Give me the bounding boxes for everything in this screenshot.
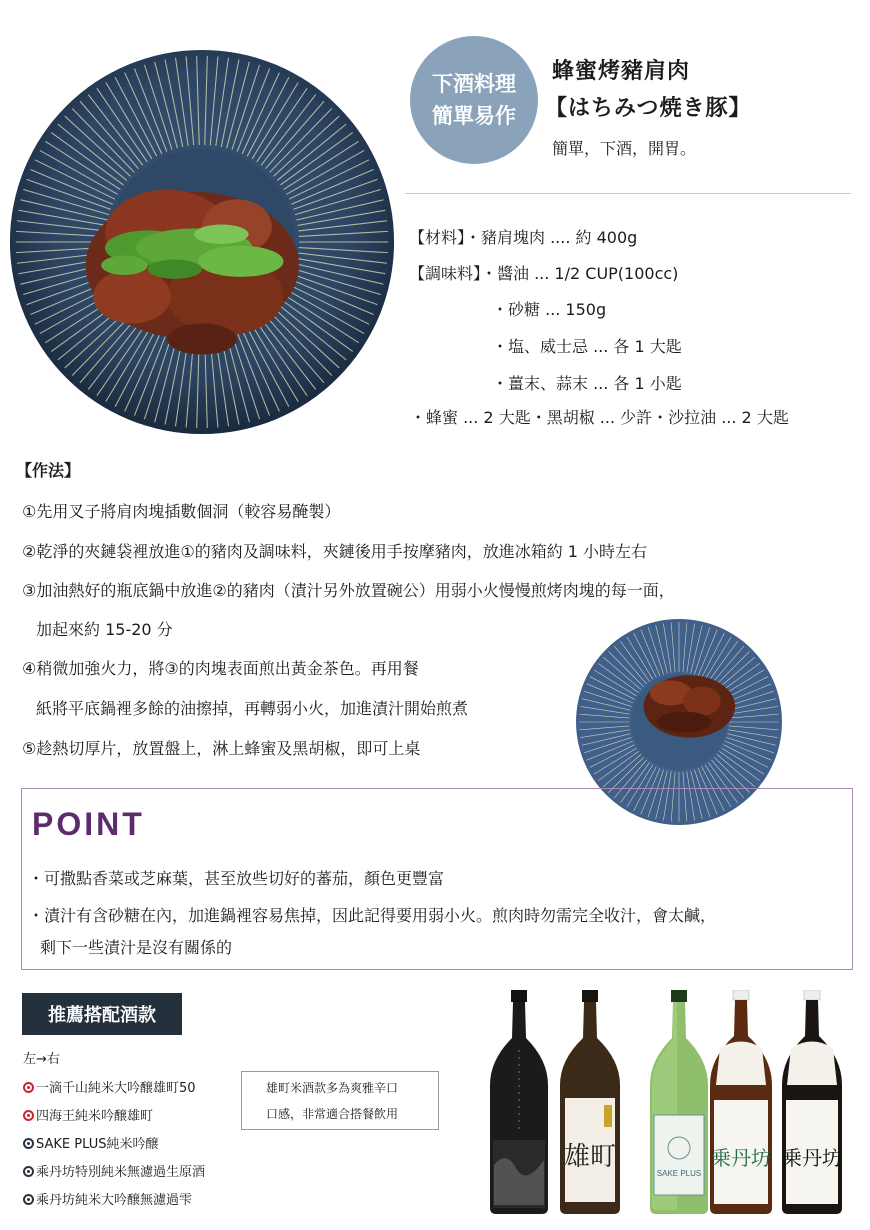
sake-name: SAKE PLUS純米吟醸 xyxy=(36,1137,159,1152)
ingredient-line-4: ・塩、威士忌 ... 各 1 大匙 xyxy=(492,337,682,356)
method-step-4: ④稍微加強火力，將③的肉塊表面煎出黃金茶色。再用餐 xyxy=(22,659,419,678)
sake-list-item xyxy=(23,1105,153,1124)
sake-name: 四海王純米吟醸雄町 xyxy=(36,1109,154,1124)
category-badge xyxy=(410,36,538,164)
sake-bottle-1 xyxy=(486,990,552,1215)
method-step-4-cont: 紙將平底鍋裡多餘的油擦掉，再轉弱小火，加進漬汁開始煎煮 xyxy=(36,699,469,718)
sake-name: 乘丹坊純米大吟醸無濾過雫 xyxy=(36,1193,193,1208)
bottle-2-label: 雄町 xyxy=(563,1142,617,1172)
ingredient-line-5: ・薑末、蒜末 ... 各 1 小匙 xyxy=(492,374,682,393)
ingredient-line-1: 【材料】・豬肩塊肉 .... 約 400g xyxy=(409,228,638,247)
sake-list-item xyxy=(23,1189,192,1208)
method-step-5: ⑤趁熱切厚片，放置盤上，淋上蜂蜜及黑胡椒，即可上桌 xyxy=(22,739,421,758)
method-step-3: ③加油熱好的瓶底鍋中放進②的豬肉（漬汁另外放置碗公）用弱小火慢慢煎烤肉塊的每一面， xyxy=(22,581,675,600)
sake-bottle-5 xyxy=(778,990,846,1215)
page-title-japanese: 【はちみつ焼き豚】 xyxy=(545,96,752,121)
sake-list-item xyxy=(23,1133,158,1152)
bullet-icon xyxy=(23,1194,34,1205)
sake-bottle-3 xyxy=(646,990,712,1215)
page-title: 蜂蜜烤豬肩肉 xyxy=(552,59,691,84)
method-step-1: ①先用叉子將肩肉塊插數個洞（較容易醃製） xyxy=(22,502,341,521)
badge-line-1: 下酒料理 xyxy=(432,72,516,96)
point-title: POINT xyxy=(32,806,145,842)
pairing-heading: 推薦搭配酒款 xyxy=(22,993,182,1035)
badge-line-2: 簡單易作 xyxy=(432,104,516,128)
pairing-note-line-2: 口感，非常適合搭餐飲用 xyxy=(266,1107,399,1121)
method-step-2: ②乾淨的夾鏈袋裡放進①的豬肉及調味料，夾鏈後用手按摩豬肉，放進冰箱約 1 小時左右 xyxy=(22,542,648,561)
bullet-icon xyxy=(23,1138,34,1149)
ingredient-line-3: ・砂糖 ... 150g xyxy=(492,300,607,319)
bullet-icon xyxy=(23,1110,34,1121)
pairing-note-box xyxy=(241,1071,439,1130)
dish-photo-main xyxy=(8,48,396,436)
pairing-note-line-1: 雄町米酒款多為爽雅辛口 xyxy=(266,1081,399,1095)
bottle-4-label: 乗丹坊 xyxy=(711,1146,771,1170)
point-tip-2-cont: 剩下一些漬汁是沒有關係的 xyxy=(40,938,233,957)
bullet-icon xyxy=(23,1166,34,1177)
sake-bottle-2 xyxy=(556,990,624,1215)
point-tip-2: ・漬汁有含砂糖在內，加進鍋裡容易焦掉，因此記得要用弱小火。煎肉時勿需完全收汁，會太鹹， xyxy=(28,906,717,925)
ingredient-line-2: 【調味料】・醬油 ... 1/2 CUP(100cc) xyxy=(409,264,679,283)
bullet-icon xyxy=(23,1082,34,1093)
pairing-order-note: 左→右 xyxy=(23,1052,60,1067)
method-heading: 【作法】 xyxy=(16,461,81,480)
sake-list-item xyxy=(23,1077,196,1096)
ingredient-line-6: ・蜂蜜 ... 2 大匙・黑胡椒 ... 少許・沙拉油 ... 2 大匙 xyxy=(410,408,789,427)
sake-name: 乘丹坊特別純米無濾過生原酒 xyxy=(36,1165,206,1180)
point-tip-1: ・可撒點香菜或芝麻葉，甚至放些切好的蕃茄，顏色更豐富 xyxy=(28,869,445,888)
title-divider xyxy=(405,193,851,194)
bottle-5-label: 乗丹坊 xyxy=(782,1146,842,1170)
bottle-3-label: SAKE PLUS xyxy=(656,1169,702,1178)
sake-list-item xyxy=(23,1161,205,1180)
method-step-3-cont: 加起來約 15-20 分 xyxy=(36,620,173,639)
sake-bottle-4 xyxy=(706,990,776,1215)
page-tagline: 簡單，下酒，開胃。 xyxy=(552,139,697,158)
sake-name: 一滴千山純米大吟醸雄町50 xyxy=(36,1081,196,1096)
